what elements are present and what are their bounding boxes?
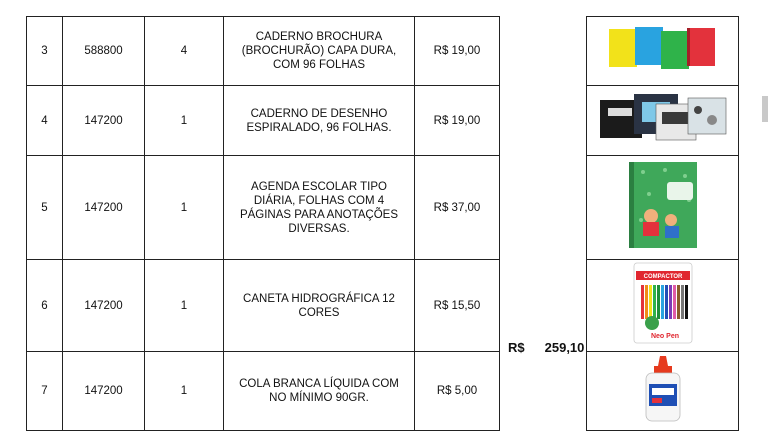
item-quantity: 1 [145, 260, 224, 352]
item-number: 5 [27, 156, 63, 260]
item-price: R$ 19,00 [415, 86, 500, 156]
item-description: CADERNO BROCHURA (BROCHURÃO) CAPA DURA, COM 96 FOLHAS [224, 17, 415, 86]
total-currency: R$ [508, 340, 525, 355]
item-number: 4 [27, 86, 63, 156]
colored-notebooks-image [607, 25, 719, 73]
item-number: 3 [27, 17, 63, 86]
white-glue-image [638, 354, 688, 424]
marker-pens-image [632, 261, 694, 345]
marker-product-label: Neo Pen [650, 333, 679, 340]
item-quantity: 1 [145, 352, 224, 431]
item-price: R$ 37,00 [415, 156, 500, 260]
product-image-cell [587, 156, 739, 260]
item-price: R$ 5,00 [415, 352, 500, 431]
item-price: R$ 19,00 [415, 17, 500, 86]
item-code: 588800 [63, 17, 145, 86]
marker-brand-label: COMPACTOR [643, 274, 682, 280]
product-image-cell [587, 260, 739, 352]
item-description: AGENDA ESCOLAR TIPO DIÁRIA, FOLHAS COM 4 PÁGINAS PARA ANOTAÇÕES DIVERSAS. [224, 156, 415, 260]
item-code: 147200 [63, 86, 145, 156]
product-image-cell [587, 17, 739, 86]
item-description: CANETA HIDROGRÁFICA 12 CORES [224, 260, 415, 352]
item-description: COLA BRANCA LÍQUIDA COM NO MÍNIMO 90GR. [224, 352, 415, 431]
product-images-table [586, 16, 739, 431]
page-edge-mark [762, 96, 768, 122]
item-quantity: 4 [145, 17, 224, 86]
item-price: R$ 15,50 [415, 260, 500, 352]
item-description: CADERNO DE DESENHO ESPIRALADO, 96 FOLHAS. [224, 86, 415, 156]
products-table [26, 16, 500, 431]
table-row [27, 86, 500, 156]
table-row [27, 17, 500, 86]
item-quantity: 1 [145, 86, 224, 156]
total-amount [508, 340, 584, 355]
product-image-cell [587, 86, 739, 156]
total-value: 259,10 [544, 340, 585, 355]
item-code: 147200 [63, 156, 145, 260]
table-row [27, 260, 500, 352]
table-row [27, 352, 500, 431]
item-code: 147200 [63, 352, 145, 431]
item-code: 147200 [63, 260, 145, 352]
item-number: 7 [27, 352, 63, 431]
table-row [27, 156, 500, 260]
drawing-notebooks-image [598, 90, 728, 146]
item-number: 6 [27, 260, 63, 352]
item-quantity: 1 [145, 156, 224, 260]
school-agenda-image [627, 160, 699, 250]
product-image-cell [587, 352, 739, 431]
